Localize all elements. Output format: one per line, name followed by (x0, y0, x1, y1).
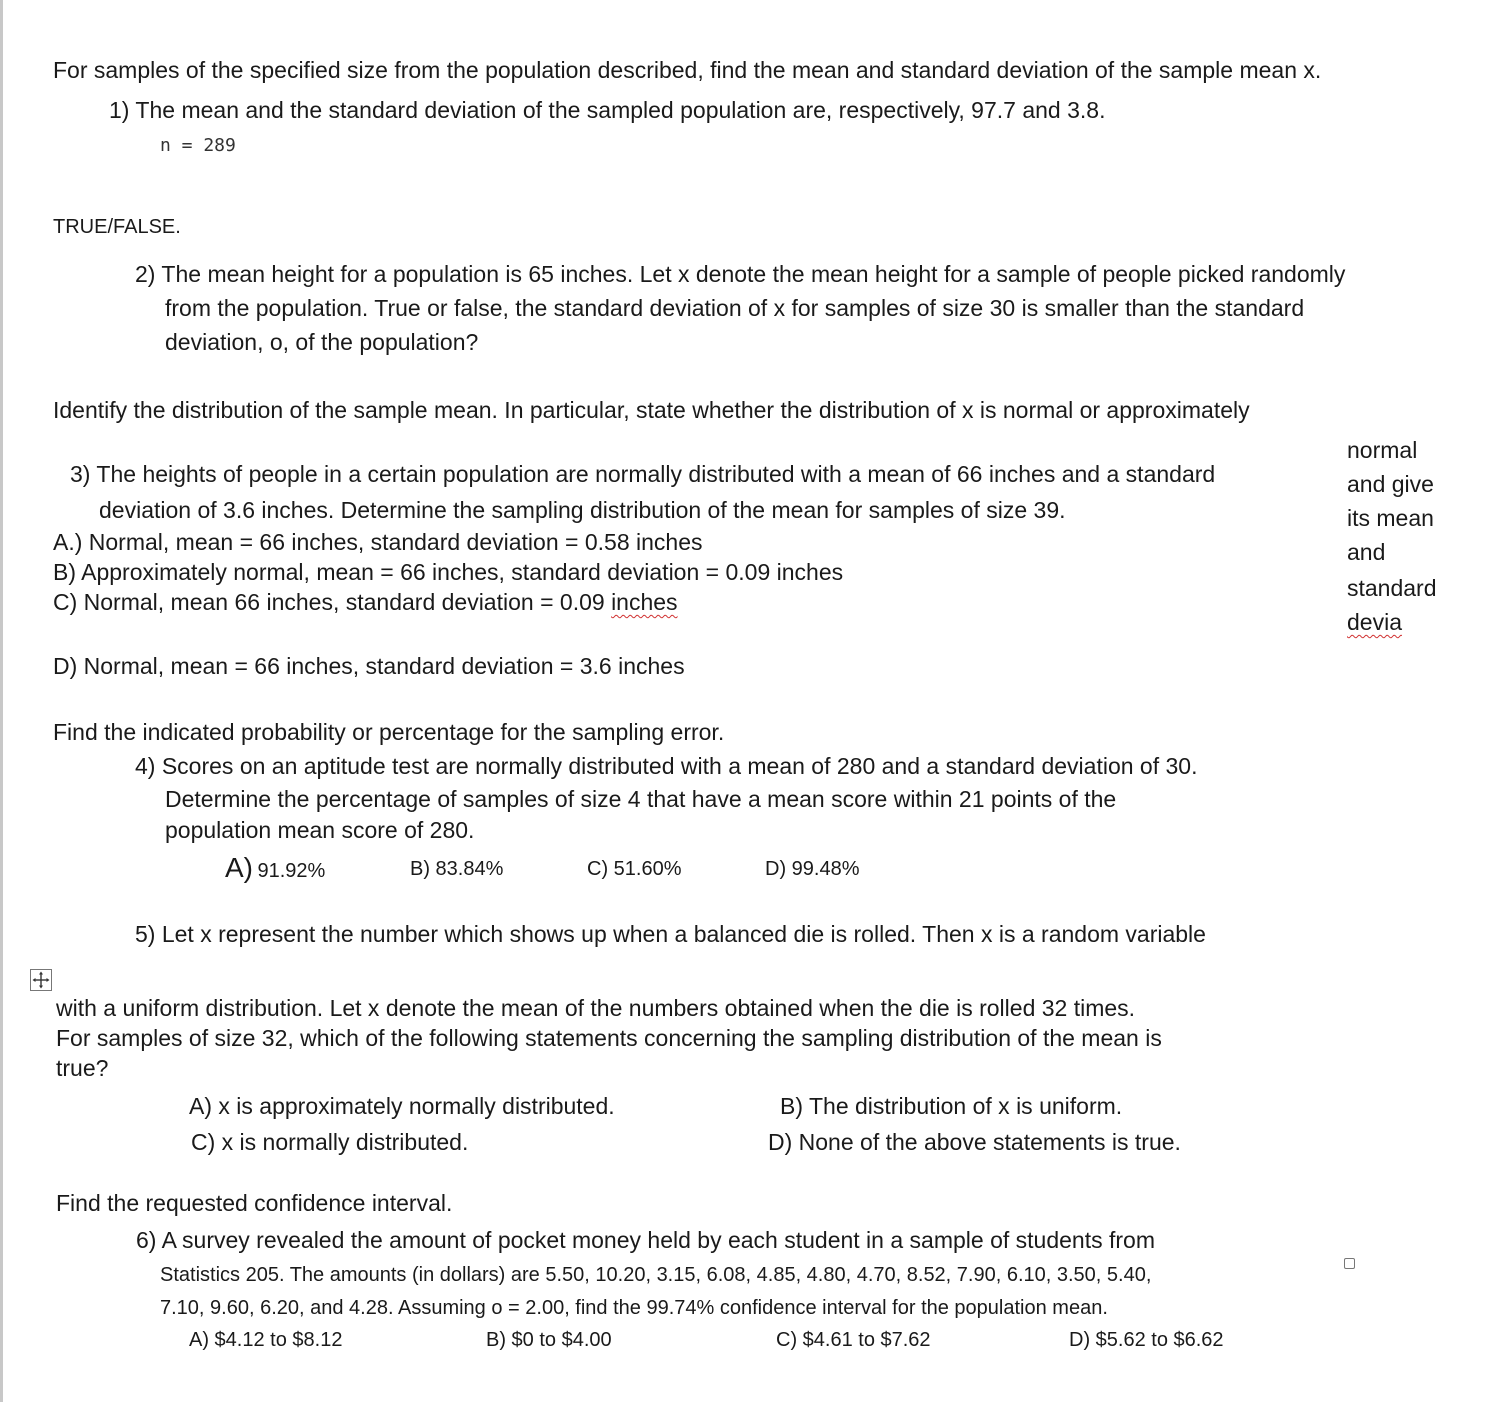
question-3-option-d: D) Normal, mean = 66 inches, standard deviation = 3.6 inches (53, 653, 685, 679)
question-1-text: 1) The mean and the standard deviation of the sampled population are, respectively, 97.7 and 3.8. (109, 97, 1106, 123)
resize-handle-icon[interactable] (1344, 1258, 1355, 1269)
question-3-option-c-inches: inches (611, 589, 678, 615)
section3-side-standard: standard (1347, 575, 1437, 601)
question-4-line-2: Determine the percentage of samples of size 4 that have a mean score within 21 points of the (165, 786, 1117, 812)
section3-heading: Identify the distribution of the sample mean. In particular, state whether the distribution of x is normal or approximately (53, 397, 1250, 423)
section2-heading: TRUE/FALSE. (53, 216, 181, 238)
question-4-option-a-letter: A) (225, 852, 253, 883)
question-5-option-d: D) None of the above statements is true. (768, 1129, 1181, 1155)
section6-heading: Find the requested confidence interval. (56, 1190, 453, 1216)
question-4-option-c: C) 51.60% (587, 858, 682, 880)
question-1-sample-size: n = 289 (160, 135, 236, 156)
section3-side-devia-text: devia (1347, 609, 1402, 635)
section3-side-and-give: and give (1347, 471, 1434, 497)
question-4-option-b: B) 83.84% (410, 858, 504, 880)
question-5-line-1: 5) Let x represent the number which shows up when a balanced die is rolled. Then x is a random variable (135, 921, 1206, 947)
question-3-line-2: deviation of 3.6 inches. Determine the sampling distribution of the mean for samples of size 39. (99, 497, 1066, 523)
question-5-line-3: For samples of size 32, which of the following statements concerning the sampling distribution of the mean is (56, 1025, 1162, 1051)
section4-heading: Find the indicated probability or percentage for the sampling error. (53, 719, 725, 745)
question-5-option-c: C) x is normally distributed. (191, 1129, 469, 1155)
question-5-option-a: A) x is approximately normally distributed. (189, 1093, 615, 1119)
question-4-option-a-value: 91.92% (257, 860, 326, 882)
question-3-line-1: 3) The heights of people in a certain population are normally distributed with a mean of 66 inches and a standard (70, 461, 1216, 487)
question-4-line-3: population mean score of 280. (165, 817, 475, 843)
question-4-option-d: D) 99.48% (765, 858, 860, 880)
question-3-option-c (53, 589, 678, 615)
question-3-option-b: B) Approximately normal, mean = 66 inches, standard deviation = 0.09 inches (53, 559, 844, 585)
question-5-option-b: B) The distribution of x is uniform. (780, 1093, 1123, 1119)
question-4-line-1: 4) Scores on an aptitude test are normally distributed with a mean of 280 and a standard deviation of 30. (135, 753, 1198, 779)
question-3-option-c-text: C) Normal, mean 66 inches, standard deviation = 0.09 (53, 589, 612, 615)
question-6-option-c: C) $4.61 to $7.62 (776, 1329, 931, 1351)
question-6-line-3: 7.10, 9.60, 6.20, and 4.28. Assuming o = 2.00, find the 99.74% confidence interval for the population mean. (160, 1297, 1108, 1319)
question-6-option-b: B) $0 to $4.00 (486, 1329, 612, 1351)
question-2-line-3: deviation, o, of the population? (165, 329, 479, 355)
section3-side-its-mean: its mean (1347, 505, 1434, 531)
question-4-option-a (225, 852, 325, 884)
question-3-option-a: A.) Normal, mean = 66 inches, standard deviation = 0.58 inches (53, 529, 703, 555)
question-5-line-2: with a uniform distribution. Let x denote the mean of the numbers obtained when the die is rolled 32 times. (56, 995, 1136, 1021)
question-2-line-2: from the population. True or false, the standard deviation of x for samples of size 30 is smaller than the standard (165, 295, 1305, 321)
question-6-option-a: A) $4.12 to $8.12 (189, 1329, 343, 1351)
section3-side-devia (1347, 609, 1402, 635)
question-5-line-4: true? (56, 1055, 109, 1081)
page-left-edge (0, 0, 3, 1402)
question-2-line-1: 2) The mean height for a population is 65 inches. Let x denote the mean height for a sample of people picked randomly (135, 261, 1346, 287)
section1-heading: For samples of the specified size from the population described, find the mean and standard deviation of the sample mean x. (53, 57, 1322, 83)
move-cross-icon[interactable] (30, 969, 52, 991)
section3-side-and: and (1347, 539, 1386, 565)
question-6-line-1: 6) A survey revealed the amount of pocket money held by each student in a sample of students from (136, 1227, 1155, 1253)
section3-side-normal: normal (1347, 437, 1418, 463)
question-6-option-d: D) $5.62 to $6.62 (1069, 1329, 1224, 1351)
question-6-line-2: Statistics 205. The amounts (in dollars) are 5.50, 10.20, 3.15, 6.08, 4.85, 4.80, 4.70, 8.52, 7.90, 6.10, 3.50, 5.40, (160, 1264, 1152, 1286)
